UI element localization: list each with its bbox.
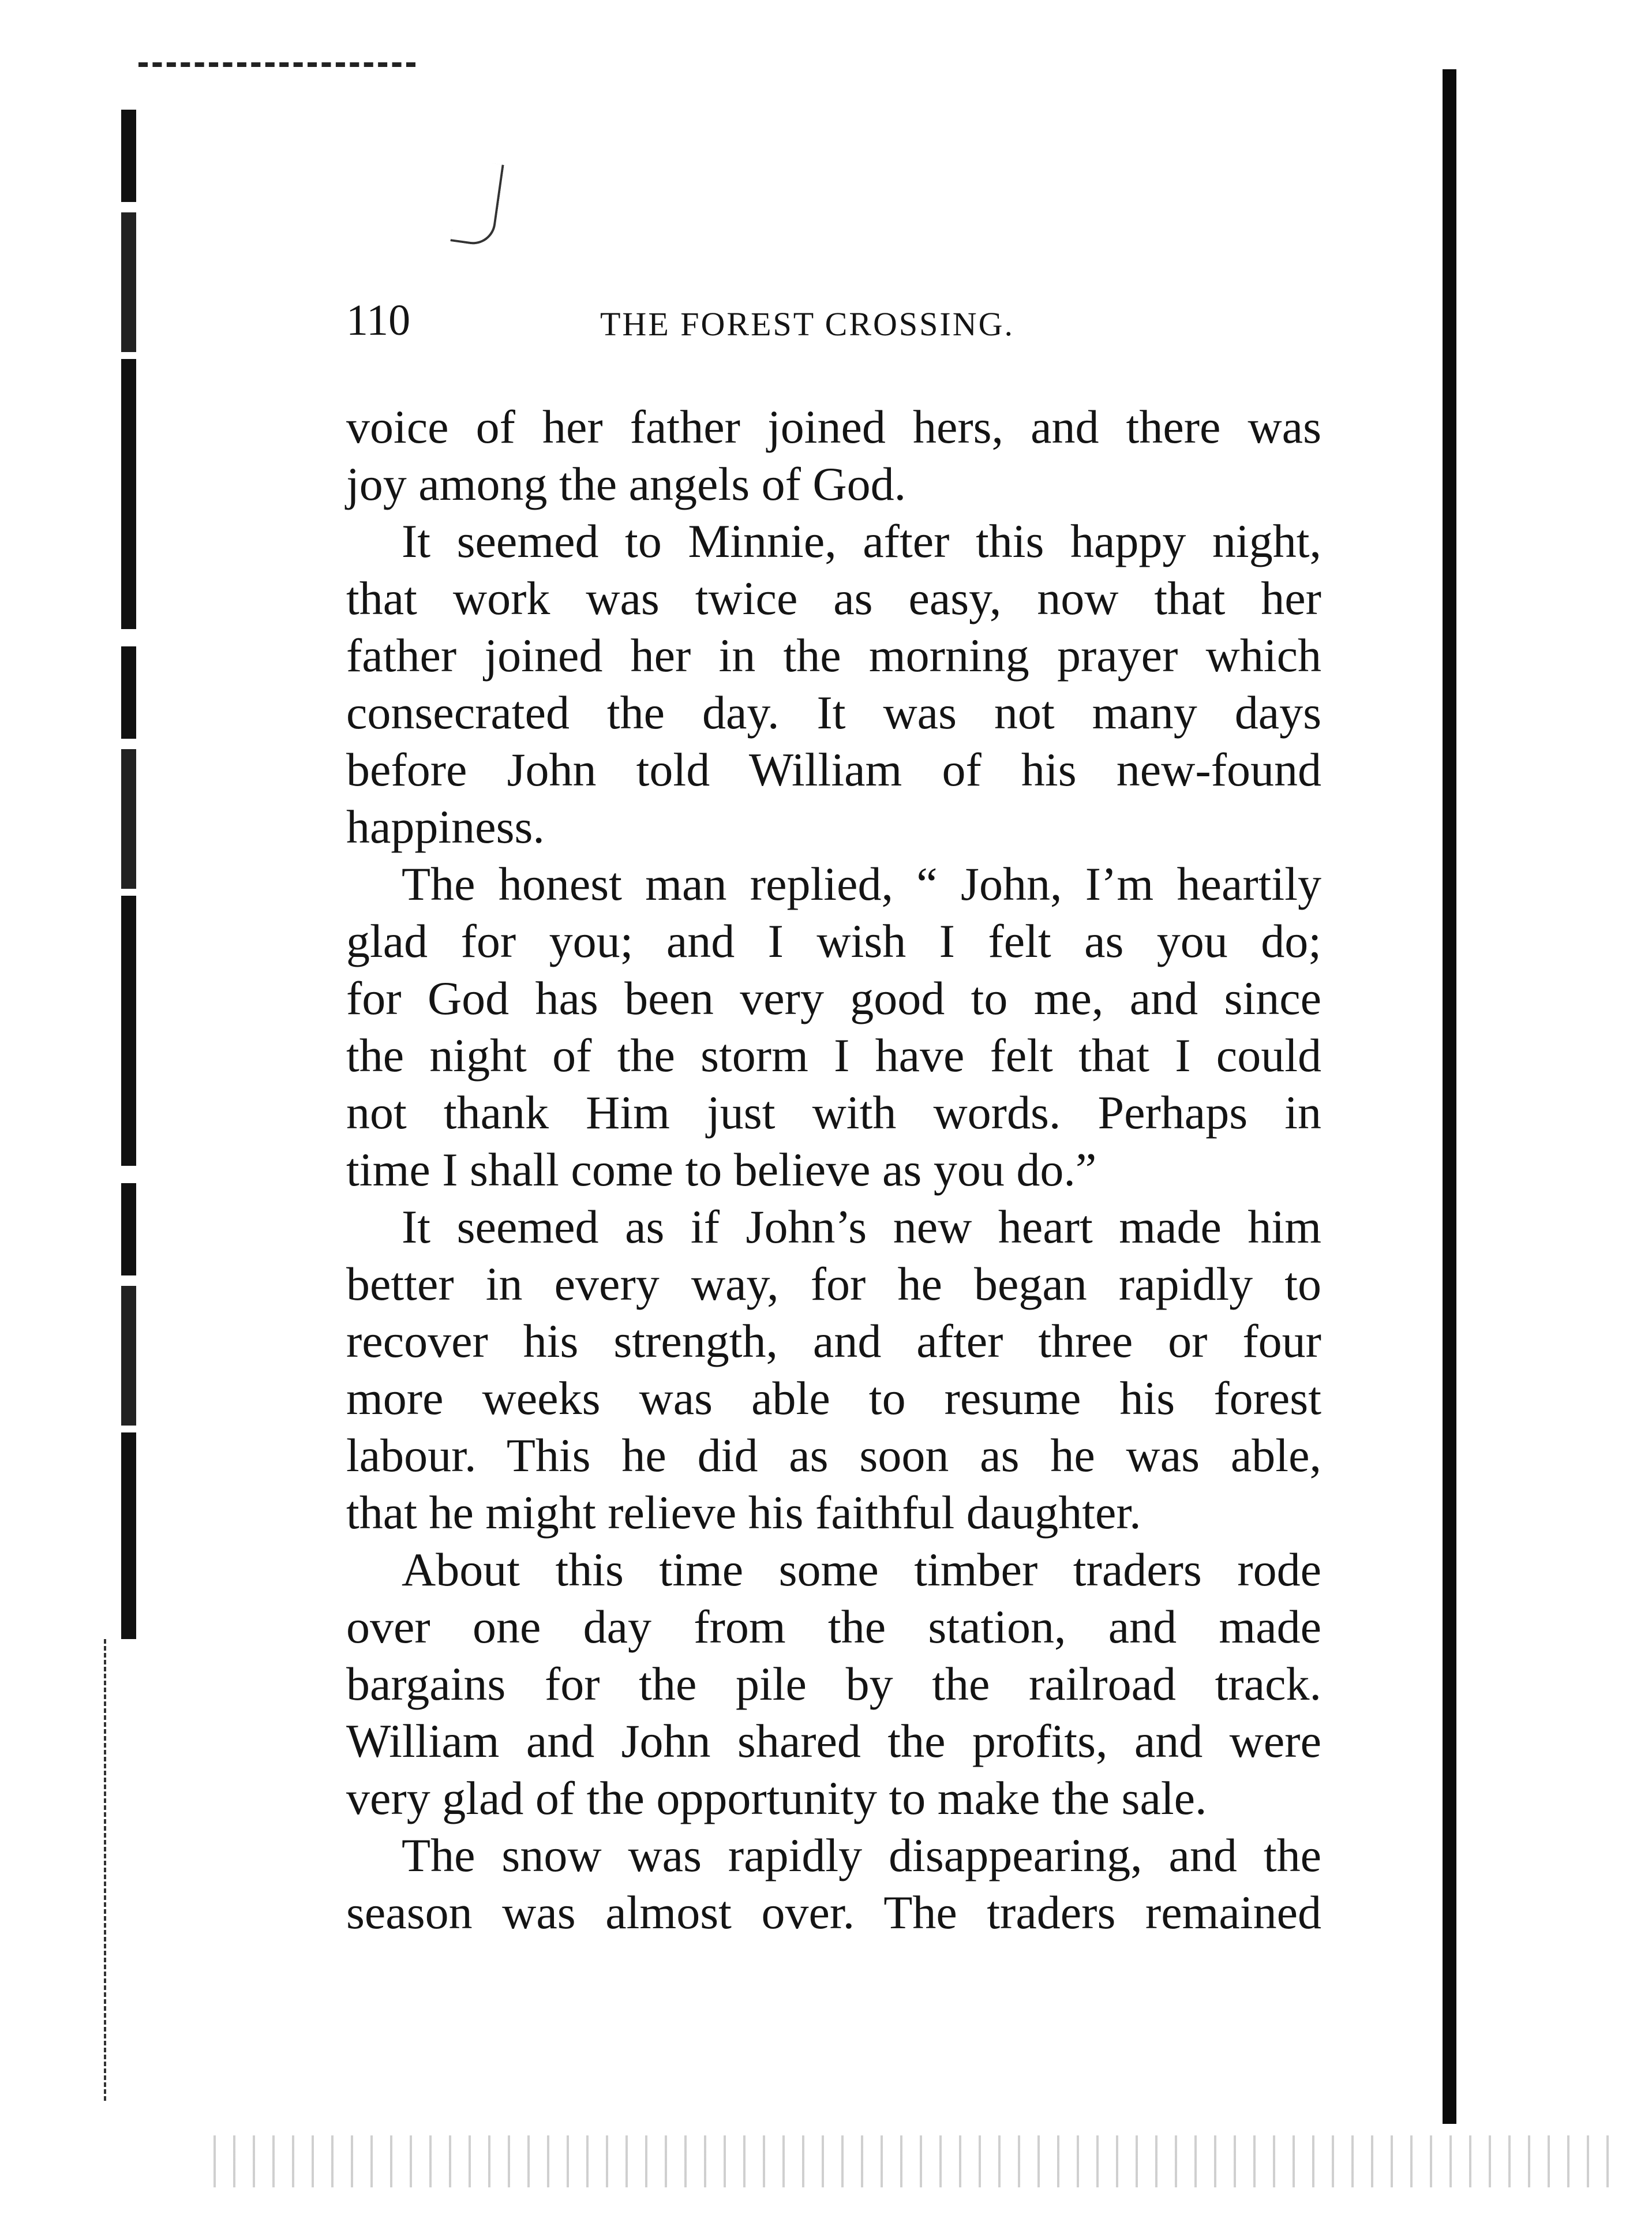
text-line: The honest man replied, “ John, I’m heartily [402,858,1321,910]
text-line: father joined her in the morning prayer which [346,629,1321,682]
text-line: William and John shared the profits, and were [346,1715,1321,1767]
scan-binding-shadow [121,110,136,1639]
running-title: THE FOREST CROSSING. [600,305,1014,343]
text-line: About this time some timber traders rode [402,1543,1321,1596]
text-line: before John told William of his new-found [346,743,1321,796]
text-line: labour. This he did as soon as he was able, [346,1429,1321,1482]
text-line: time I shall come to believe as you do.” [346,1143,1097,1196]
text-line: more weeks was able to resume his forest [346,1372,1321,1424]
scan-edge-marks-left [104,1639,175,2101]
pencil-mark [450,159,504,248]
text-line: recover his strength, and after three or four [346,1315,1321,1367]
text-line: better in every way, for he began rapidly to [346,1258,1321,1310]
scan-page-edge-right [1443,69,1456,2124]
text-line: glad for you; and I wish I felt as you do; [346,915,1321,967]
text-line: It seemed as if John’s new heart made him [402,1200,1321,1253]
text-line: happiness. [346,800,545,853]
text-line: for God has been very good to me, and since [346,972,1321,1024]
text-line: joy among the angels of God. [346,458,906,510]
page-number: 110 [346,296,411,345]
text-line: voice of her father joined hers, and there was [346,401,1321,453]
text-line: the night of the storm I have felt that I could [346,1029,1321,1082]
text-line: that he might relieve his faithful daughter. [346,1486,1141,1539]
scan-edge-marks-top [138,62,415,67]
text-line: The snow was rapidly disappearing, and the [402,1829,1321,1881]
text-line: bargains for the pile by the railroad track. [346,1658,1321,1710]
text-line: over one day from the station, and made [346,1600,1321,1653]
text-line: not thank Him just with words. Perhaps in [346,1086,1321,1139]
text-line: season was almost over. The traders remained [346,1886,1321,1939]
text-line: very glad of the opportunity to make the sale. [346,1772,1207,1824]
scan-bottom-noise [196,2135,1610,2187]
text-line: consecrated the day. It was not many days [346,686,1321,739]
text-line: that work was twice as easy, now that her [346,572,1321,624]
running-head [346,294,1327,346]
text-line: It seemed to Minnie, after this happy night, [402,515,1321,567]
body-text [346,398,1321,1941]
